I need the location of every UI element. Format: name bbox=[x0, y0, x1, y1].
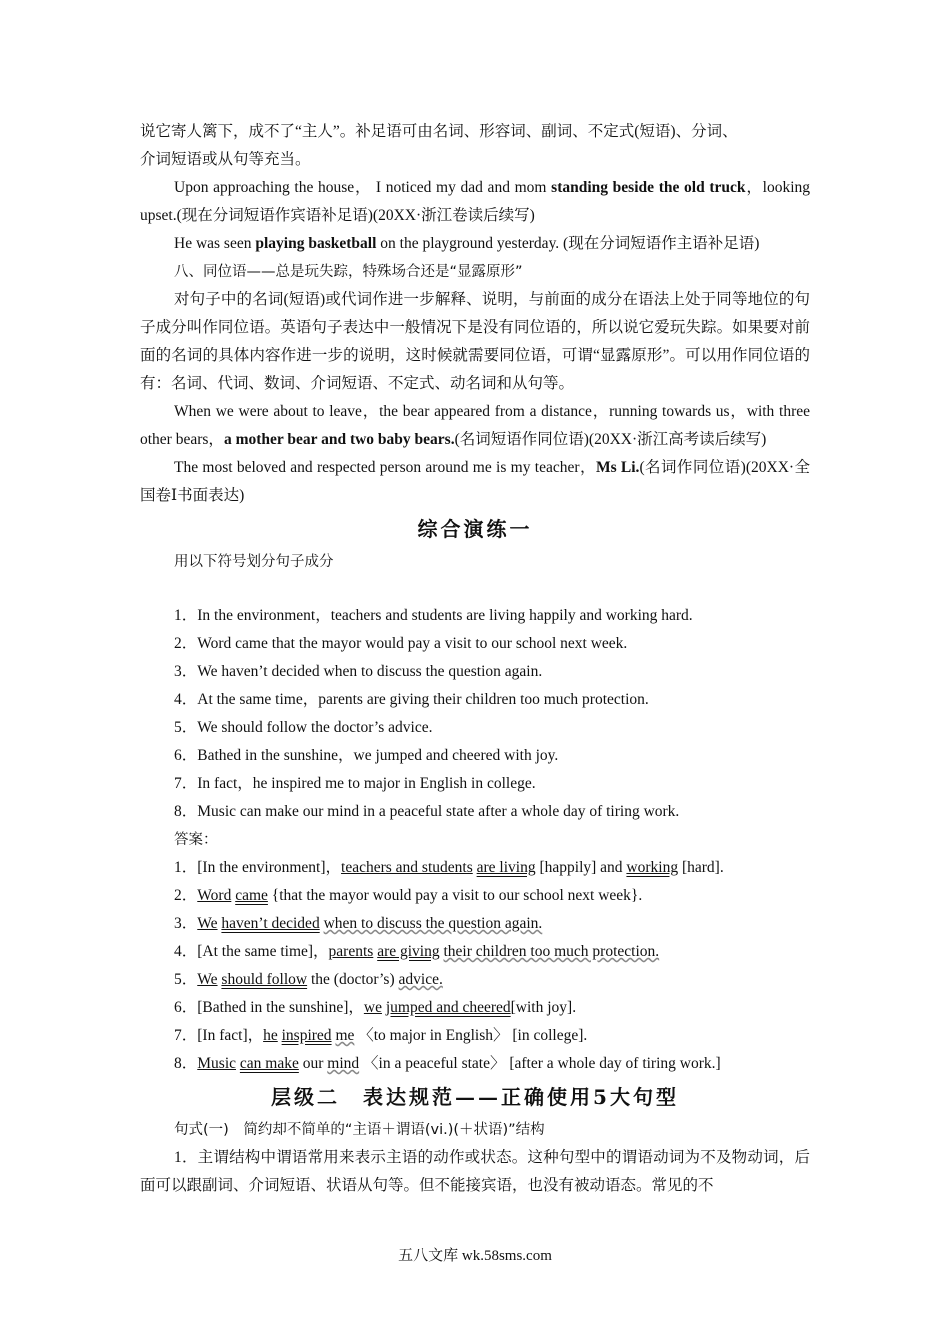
answers-label: 答案： bbox=[174, 832, 218, 848]
predicate: haven’t decided bbox=[221, 915, 320, 932]
subject: we bbox=[363, 999, 382, 1016]
document-page bbox=[140, 118, 810, 1200]
subject: he bbox=[263, 1027, 278, 1044]
predicate: inspired bbox=[281, 1027, 332, 1044]
predicate: are giving bbox=[377, 943, 440, 960]
highlight: standing beside the old truck bbox=[551, 179, 746, 196]
subject: We bbox=[197, 971, 218, 988]
question-item: 1．In the environment，teachers and students are living happily and working hard. bbox=[174, 607, 693, 624]
highlight: Ms Li. bbox=[595, 459, 640, 476]
question-item: 4．At the same time，parents are giving their children too much protection. bbox=[174, 691, 649, 708]
predicate: jumped and cheered bbox=[385, 999, 511, 1016]
pattern-title: 句式(一) 简约却不简单的“主语＋谓语(vi.)(＋状语)”结构 bbox=[174, 1122, 545, 1138]
highlight: a mother bear and two baby bears. bbox=[223, 431, 455, 448]
exercise-instruction: 用以下符号划分句子成分 bbox=[174, 554, 334, 570]
subject: Music bbox=[197, 1055, 237, 1072]
answer-item: 6．[Bathed in the sunshine]，we jumped and cheered[with joy]. bbox=[174, 999, 577, 1016]
level-heading: 层级二 表达规范——正确使用5大句型 bbox=[271, 1085, 679, 1109]
highlight: playing basketball bbox=[255, 235, 377, 252]
exercise-heading: 综合演练一 bbox=[417, 517, 533, 541]
section-text: 对句子中的名词(短语)或代词作进一步解释、说明，与前面的成分在语法上处于同等地位的句子成分叫作同位语。英语句子表达中一般情况下是没有同位语的，所以说它爱玩失踪。如果要对前面的名词的具体内容作进一步的说明，这时候就需要同位语，可谓“显露原形”。可以用作同位语的有：名词、代词、数词、介词短语、不定式、动名词和从句等。 bbox=[140, 291, 810, 392]
answer-item: 3．We haven’t decided when to discuss the question again. bbox=[174, 915, 543, 932]
example-sentence: The most beloved and respected person around me is my teacher，Ms Li.(名词作同位语)(20XX·全国卷Ⅰ书面表达) bbox=[140, 459, 810, 504]
example-sentence: Upon approaching the house， I noticed my dad and mom standing beside the old truck，looking upset.(现在分词短语作宾语补足语)(20XX·浙江卷读后续写) bbox=[140, 179, 810, 224]
question-item: 8．Music can make our mind in a peaceful state after a whole day of tiring work. bbox=[174, 803, 680, 820]
intro-line: 介词短语或从句等充当。 bbox=[140, 151, 311, 168]
pattern-text: 1．主谓结构中谓语常用来表示主语的动作或状态。这种句型中的谓语动词为不及物动词，后面可以跟副词、介词短语、状语从句等。但不能接宾语，也没有被动语态。常见的不 bbox=[140, 1149, 810, 1194]
answer-item: 1．[In the environment]，teachers and students are living [happily] and working [hard]. bbox=[174, 859, 724, 876]
predicate: came bbox=[235, 887, 268, 904]
answer-item: 7．[In fact]，he inspired me 〈to major in English〉 [in college]. bbox=[174, 1027, 588, 1044]
subject: teachers and students bbox=[341, 859, 473, 876]
subject: parents bbox=[328, 943, 374, 960]
object: mind bbox=[327, 1055, 360, 1072]
question-item: 3．We haven’t decided when to discuss the question again. bbox=[174, 663, 543, 680]
answer-item: 4．[At the same time]，parents are giving their children too much protection. bbox=[174, 943, 660, 960]
answer-item: 8．Music can make our mind 〈in a peaceful state〉 [after a whole day of tiring work.] bbox=[174, 1055, 721, 1072]
symbol-gap bbox=[140, 576, 810, 602]
section-title: 八、同位语——总是玩失踪，特殊场合还是“显露原形” bbox=[174, 264, 523, 280]
question-item: 7．In fact，he inspired me to major in English in college. bbox=[174, 775, 536, 792]
subject: Word bbox=[197, 887, 232, 904]
predicate: should follow bbox=[221, 971, 308, 988]
object: when to discuss the question again. bbox=[323, 915, 543, 932]
intro-line: 说它寄人篱下，成不了“主人”。补足语可由名词、形容词、副词、不定式(短语)、分词、 bbox=[140, 123, 738, 140]
question-item: 5．We should follow the doctor’s advice. bbox=[174, 719, 433, 736]
subject: We bbox=[197, 915, 218, 932]
question-item: 6．Bathed in the sunshine，we jumped and cheered with joy. bbox=[174, 747, 559, 764]
footer-watermark: 五八文库 wk.58sms.com bbox=[398, 1248, 552, 1264]
answer-item: 2．Word came {that the mayor would pay a visit to our school next week}. bbox=[174, 887, 643, 904]
example-sentence: He was seen playing basketball on the playground yesterday. (现在分词短语作主语补足语) bbox=[174, 235, 760, 252]
object: advice. bbox=[398, 971, 443, 988]
predicate: can make bbox=[239, 1055, 299, 1072]
answer-item: 5．We should follow the (doctor’s) advice. bbox=[174, 971, 443, 988]
predicate: are living bbox=[476, 859, 536, 876]
answer-list bbox=[140, 854, 810, 1078]
example-sentence: When we were about to leave，the bear appeared from a distance，running towards us，with three other bears，a mother bear and two baby bears.(名词短语作同位语)(20XX·浙江高考读后续写) bbox=[140, 403, 810, 448]
object: their children too much protection. bbox=[443, 943, 660, 960]
predicate: working bbox=[626, 859, 679, 876]
question-item: 2．Word came that the mayor would pay a visit to our school next week. bbox=[174, 635, 628, 652]
question-list bbox=[140, 602, 810, 826]
object: me bbox=[335, 1027, 355, 1044]
